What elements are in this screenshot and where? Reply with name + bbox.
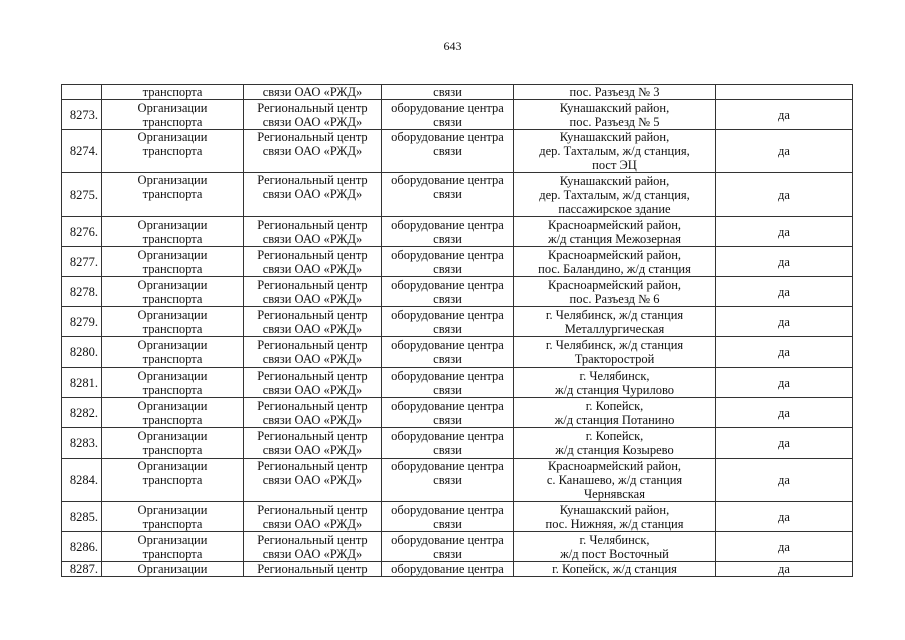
row-number: 8280. xyxy=(62,337,102,368)
center-cell-line: Региональный центр xyxy=(257,277,368,292)
center-cell-line: Региональный центр xyxy=(257,398,368,413)
location-cell-line: Красноармейский район, xyxy=(547,247,682,262)
center-cell-line: Региональный центр xyxy=(257,459,368,473)
org-type-cell-line: транспорта xyxy=(142,443,203,457)
table-row xyxy=(62,428,853,459)
table-row xyxy=(62,247,853,277)
row-number: 8279. xyxy=(62,307,102,337)
flag-cell: да xyxy=(716,337,853,368)
center-cell-line: связи ОАО «РЖД» xyxy=(262,546,363,561)
equipment-cell-line: оборудование центра xyxy=(391,502,504,517)
row-number: 8282. xyxy=(62,398,102,428)
org-type-cell-line: транспорта xyxy=(142,291,203,306)
flag-cell: да xyxy=(716,428,853,459)
org-type-cell xyxy=(102,368,244,398)
equipment-cell xyxy=(382,337,514,368)
location-cell-line: г. Челябинск, ж/д станция xyxy=(545,338,684,352)
center-cell-line: связи ОАО «РЖД» xyxy=(262,382,363,397)
location-cell xyxy=(514,428,716,459)
org-type-cell-line: Организации xyxy=(137,217,208,232)
flag-cell: да xyxy=(716,502,853,532)
location-cell-line: г. Челябинск, xyxy=(579,368,650,383)
location-cell-line: с. Канашево, ж/д станция xyxy=(546,473,683,487)
equipment-cell xyxy=(382,277,514,307)
flag-cell: да xyxy=(716,532,853,562)
equipment-cell-line: связи xyxy=(433,352,462,366)
center-cell-line: связи ОАО «РЖД» xyxy=(262,473,363,487)
flag-cell: да xyxy=(716,459,853,502)
org-type-cell xyxy=(102,459,244,502)
equipment-cell-line: оборудование центра xyxy=(391,338,504,352)
equipment-cell-line: связи xyxy=(433,261,462,276)
equipment-cell-line: оборудование центра xyxy=(391,368,504,383)
location-cell xyxy=(514,532,716,562)
center-cell-line: Региональный центр xyxy=(257,247,368,262)
org-type-cell-line: Организации xyxy=(137,100,208,115)
equipment-cell-line: оборудование центра xyxy=(391,307,504,322)
center-cell-line: связи ОАО «РЖД» xyxy=(262,114,363,129)
center-cell-line: связи ОАО «РЖД» xyxy=(262,443,363,457)
flag-cell: да xyxy=(716,217,853,247)
equipment-cell-line: оборудование центра xyxy=(391,247,504,262)
org-type-cell-line: Организации xyxy=(137,368,208,383)
location-cell: пос. Разъезд № 3 xyxy=(514,85,716,100)
flag-cell: да xyxy=(716,100,853,130)
location-cell-line: ж/д станция Чурилово xyxy=(554,382,675,397)
org-type-cell-line: Организации xyxy=(137,562,208,576)
center-cell xyxy=(244,173,382,217)
location-cell xyxy=(514,247,716,277)
equipment-cell xyxy=(382,428,514,459)
table-row xyxy=(62,337,853,368)
location-cell xyxy=(514,217,716,247)
location-cell xyxy=(514,307,716,337)
table-row xyxy=(62,307,853,337)
center-cell-line: Региональный центр xyxy=(257,368,368,383)
org-type-cell xyxy=(102,307,244,337)
org-type-cell xyxy=(102,337,244,368)
org-type-cell-line: Организации xyxy=(137,307,208,322)
center-cell-line: связи ОАО «РЖД» xyxy=(262,516,363,531)
center-cell xyxy=(244,368,382,398)
equipment-cell xyxy=(382,562,514,577)
location-cell-line: дер. Тахталым, ж/д станция, xyxy=(539,144,690,158)
center-cell-line: Региональный центр xyxy=(257,307,368,322)
org-type-cell xyxy=(102,277,244,307)
equipment-cell: связи xyxy=(382,85,514,100)
location-cell-line: Тракторострой xyxy=(574,352,655,366)
equipment-cell-line: связи xyxy=(433,516,462,531)
row-number: 8287. xyxy=(62,562,102,577)
equipment-cell-line: связи xyxy=(433,231,462,246)
center-cell xyxy=(244,459,382,502)
org-type-cell-line: транспорта xyxy=(142,412,203,427)
location-cell-line: Чернявская xyxy=(584,487,645,501)
location-cell-line: пос. Баландино, ж/д станция xyxy=(538,261,691,276)
table-row xyxy=(62,368,853,398)
equipment-cell xyxy=(382,532,514,562)
table-row xyxy=(62,532,853,562)
flag-cell xyxy=(716,85,853,100)
org-type-cell-line: транспорта xyxy=(142,231,203,246)
center-cell xyxy=(244,307,382,337)
org-type-cell-line: транспорта xyxy=(142,187,203,201)
location-cell-line: пос. Разъезд № 5 xyxy=(569,114,660,129)
equipment-cell-line: связи xyxy=(433,412,462,427)
org-type-cell-line: Организации xyxy=(137,459,208,473)
org-type-cell xyxy=(102,428,244,459)
equipment-cell-line: оборудование центра xyxy=(391,100,504,115)
center-cell xyxy=(244,277,382,307)
center-cell-line: Региональный центр xyxy=(257,532,368,547)
org-type-cell-line: транспорта xyxy=(142,382,203,397)
location-cell-line: г. Челябинск, ж/д станция xyxy=(545,307,684,322)
row-number: 8278. xyxy=(62,277,102,307)
equipment-cell-line: связи xyxy=(433,382,462,397)
center-cell-line: Региональный центр xyxy=(257,173,368,187)
location-cell-line: Красноармейский район, xyxy=(547,277,682,292)
center-cell xyxy=(244,100,382,130)
table-row xyxy=(62,173,853,217)
row-number: 8273. xyxy=(62,100,102,130)
center-cell-line: Региональный центр xyxy=(257,502,368,517)
center-cell xyxy=(244,562,382,577)
location-cell-line: г. Копейск, xyxy=(585,429,644,443)
location-cell-line: пос. Разъезд № 6 xyxy=(569,291,660,306)
location-cell xyxy=(514,562,716,577)
row-number: 8281. xyxy=(62,368,102,398)
equipment-cell xyxy=(382,247,514,277)
equipment-cell-line: оборудование центра xyxy=(391,532,504,547)
location-cell-line: пассажирское здание xyxy=(558,201,671,216)
org-type-cell xyxy=(102,217,244,247)
row-number: 8277. xyxy=(62,247,102,277)
center-cell-line: Региональный центр xyxy=(257,338,368,352)
org-type-cell xyxy=(102,130,244,173)
location-cell-line: г. Челябинск, xyxy=(579,532,650,547)
equipment-cell-line: связи xyxy=(433,546,462,561)
location-cell-line: ж/д станция Межозерная xyxy=(547,231,682,246)
equipment-cell xyxy=(382,307,514,337)
center-cell-line: связи ОАО «РЖД» xyxy=(262,144,363,158)
org-type-cell-line: Организации xyxy=(137,130,208,144)
equipment-cell xyxy=(382,502,514,532)
location-cell xyxy=(514,130,716,173)
table-row xyxy=(62,398,853,428)
org-type-cell xyxy=(102,398,244,428)
row-number: 8274. xyxy=(62,130,102,173)
location-cell-line: ж/д пост Восточный xyxy=(560,546,669,561)
org-type-cell xyxy=(102,100,244,130)
center-cell-line: связи ОАО «РЖД» xyxy=(262,187,363,201)
org-type-cell-line: транспорта xyxy=(142,516,203,531)
location-cell-line: Кунашакский район, xyxy=(559,100,670,115)
location-cell-line: Кунашакский район, xyxy=(559,130,670,144)
location-cell-line: г. Копейск, ж/д станция xyxy=(552,562,677,576)
equipment-cell-line: оборудование центра xyxy=(391,130,504,144)
location-cell xyxy=(514,277,716,307)
equipment-cell-line: связи xyxy=(433,321,462,336)
table-row xyxy=(62,562,853,577)
location-cell-line: пос. Нижняя, ж/д станция xyxy=(545,516,684,531)
flag-cell: да xyxy=(716,277,853,307)
location-cell xyxy=(514,398,716,428)
flag-cell: да xyxy=(716,368,853,398)
equipment-cell-line: связи xyxy=(433,187,462,201)
center-cell-line: связи ОАО «РЖД» xyxy=(262,412,363,427)
org-type-cell-line: транспорта xyxy=(142,144,203,158)
equipment-cell-line: оборудование центра xyxy=(391,429,504,443)
flag-cell: да xyxy=(716,247,853,277)
equipment-cell-line: оборудование центра xyxy=(391,277,504,292)
row-number: 8276. xyxy=(62,217,102,247)
org-type-cell xyxy=(102,173,244,217)
location-cell xyxy=(514,100,716,130)
org-type-cell-line: транспорта xyxy=(142,473,203,487)
center-cell xyxy=(244,217,382,247)
flag-cell: да xyxy=(716,398,853,428)
center-cell-line: Региональный центр xyxy=(257,130,368,144)
org-type-cell-line: транспорта xyxy=(142,546,203,561)
row-number: 8275. xyxy=(62,173,102,217)
equipment-cell-line: оборудование центра xyxy=(391,398,504,413)
equipment-cell xyxy=(382,217,514,247)
location-cell-line: ж/д станция Потанино xyxy=(554,412,675,427)
location-cell-line: Кунашакский район, xyxy=(559,173,670,188)
flag-cell: да xyxy=(716,562,853,577)
center-cell-line: связи ОАО «РЖД» xyxy=(262,321,363,336)
continuation-row xyxy=(62,85,853,100)
location-cell xyxy=(514,368,716,398)
center-cell-line: Региональный центр xyxy=(257,217,368,232)
center-cell xyxy=(244,130,382,173)
equipment-cell-line: связи xyxy=(433,114,462,129)
org-type-cell-line: транспорта xyxy=(142,352,203,366)
center-cell-line: Региональный центр xyxy=(257,562,368,576)
row-number: 8283. xyxy=(62,428,102,459)
org-type-cell-line: Организации xyxy=(137,429,208,443)
location-cell-line: г. Копейск, xyxy=(585,398,644,413)
table-row xyxy=(62,130,853,173)
org-type-cell-line: Организации xyxy=(137,502,208,517)
table-row xyxy=(62,502,853,532)
org-type-cell-line: транспорта xyxy=(142,321,203,336)
center-cell-line: связи ОАО «РЖД» xyxy=(262,352,363,366)
equipment-cell xyxy=(382,368,514,398)
table-row xyxy=(62,217,853,247)
row-number xyxy=(62,85,102,100)
location-cell-line: Кунашакский район, xyxy=(559,502,670,517)
equipment-cell-line: оборудование центра xyxy=(391,217,504,232)
flag-cell: да xyxy=(716,173,853,217)
center-cell-line: связи ОАО «РЖД» xyxy=(262,231,363,246)
center-cell-line: связи ОАО «РЖД» xyxy=(262,261,363,276)
equipment-cell xyxy=(382,459,514,502)
org-type-cell-line: Организации xyxy=(137,247,208,262)
table-row xyxy=(62,100,853,130)
equipment-cell xyxy=(382,130,514,173)
page-number: 643 xyxy=(443,39,462,53)
org-type-cell-line: транспорта xyxy=(142,261,203,276)
org-type-cell xyxy=(102,502,244,532)
location-cell xyxy=(514,502,716,532)
equipment-cell-line: связи xyxy=(433,144,462,158)
center-cell xyxy=(244,247,382,277)
row-number: 8285. xyxy=(62,502,102,532)
org-type-cell-line: Организации xyxy=(137,532,208,547)
equipment-cell-line: связи xyxy=(433,291,462,306)
flag-cell: да xyxy=(716,130,853,173)
location-cell-line: ж/д станция Козырево xyxy=(555,443,674,457)
equipment-cell xyxy=(382,173,514,217)
table-row xyxy=(62,459,853,502)
org-type-cell-line: Организации xyxy=(137,398,208,413)
location-cell-line: Металлургическая xyxy=(564,321,665,336)
center-cell xyxy=(244,398,382,428)
equipment-cell xyxy=(382,398,514,428)
org-type-cell xyxy=(102,562,244,577)
location-cell xyxy=(514,337,716,368)
center-cell-line: связи ОАО «РЖД» xyxy=(262,291,363,306)
row-number: 8286. xyxy=(62,532,102,562)
flag-cell: да xyxy=(716,307,853,337)
org-type-cell-line: Организации xyxy=(137,277,208,292)
center-cell xyxy=(244,428,382,459)
equipment-cell xyxy=(382,100,514,130)
org-type-cell: транспорта xyxy=(102,85,244,100)
equipment-cell-line: связи xyxy=(433,473,462,487)
location-cell-line: пост ЭЦ xyxy=(592,158,637,172)
center-cell xyxy=(244,532,382,562)
location-cell-line: Красноармейский район, xyxy=(547,217,682,232)
equipment-cell-line: оборудование центра xyxy=(391,562,504,576)
org-type-cell xyxy=(102,532,244,562)
center-cell xyxy=(244,337,382,368)
center-cell xyxy=(244,502,382,532)
location-cell xyxy=(514,173,716,217)
location-cell xyxy=(514,459,716,502)
org-type-cell-line: Организации xyxy=(137,173,208,187)
location-cell-line: Красноармейский район, xyxy=(547,459,682,473)
equipment-cell-line: оборудование центра xyxy=(391,459,504,473)
org-type-cell xyxy=(102,247,244,277)
location-cell-line: дер. Тахталым, ж/д станция, xyxy=(539,187,690,202)
table-row xyxy=(62,277,853,307)
org-type-cell-line: транспорта xyxy=(142,114,203,129)
equipment-cell-line: оборудование центра xyxy=(391,173,504,187)
registry-table xyxy=(61,84,853,577)
center-cell-line: Региональный центр xyxy=(257,100,368,115)
center-cell-line: Региональный центр xyxy=(257,429,368,443)
row-number: 8284. xyxy=(62,459,102,502)
equipment-cell-line: связи xyxy=(433,443,462,457)
center-cell: связи ОАО «РЖД» xyxy=(244,85,382,100)
org-type-cell-line: Организации xyxy=(137,338,208,352)
